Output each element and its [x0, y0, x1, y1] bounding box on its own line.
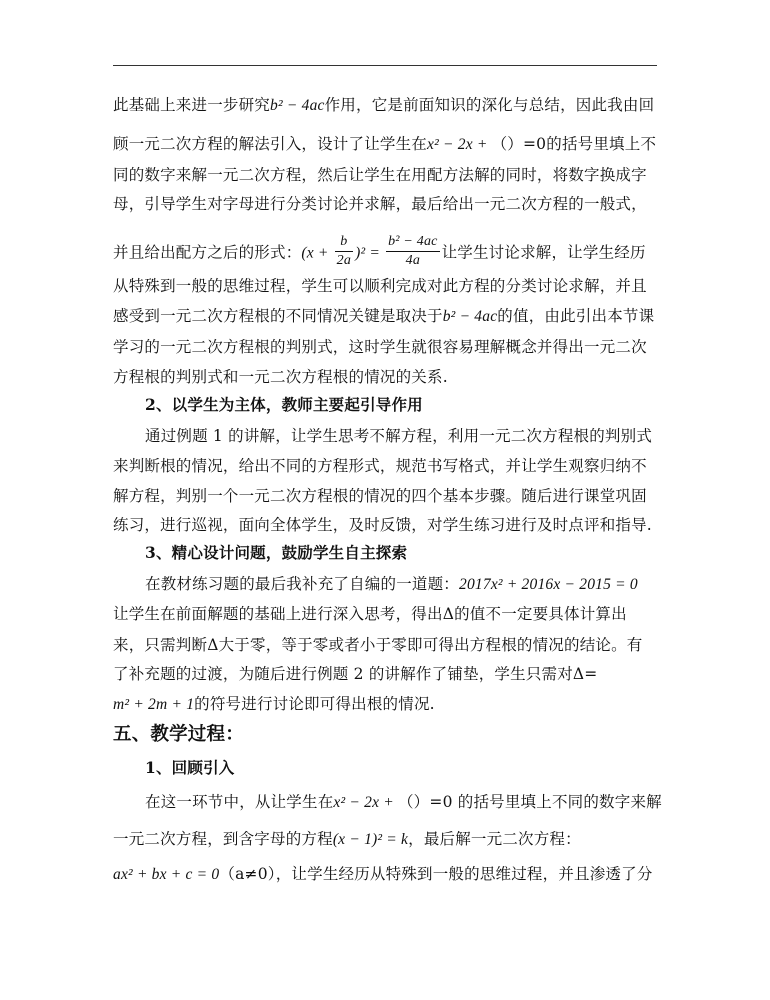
section-heading: 1、回顾引入 [145, 758, 235, 777]
text-line: 解方程，判别一个一元二次方程根的情况的四个基本步骤。随后进行课堂巩固 [113, 487, 647, 505]
text-line: 通过例题 1 的讲解，让学生思考不解方程，利用一元二次方程根的判别式 [145, 427, 653, 445]
text-line: m² + 2m + 1的符号进行讨论即可得出根的情况. [113, 695, 435, 713]
header-rule [113, 65, 657, 66]
text-line: 让学生在前面解题的基础上进行深入思考，得出Δ的值不一定要具体计算出 [113, 605, 627, 623]
text-line: 同的数字来解一元二次方程，然后让学生在用配方法解的同时，将数字换成字 [113, 166, 647, 184]
text-line: 练习，进行巡视，面向全体学生，及时反馈，对学生练习进行及时点评和指导. [113, 516, 652, 534]
fraction-discriminant-over-4a: $\frac{\text{b² − 4ac}}{4a}$ [388, 234, 438, 268]
formula-line: 并且给出配方之后的形式：(x + $\frac{b}{2a}$ )² = $\frac{\text{b² − 4ac}}{4a}$ 让学生讨论求解，让学生经历 [113, 234, 646, 268]
text-line: 此基础上来进一步研究b² − 4ac作用，它是前面知识的深化与总结，因此我由回 [113, 96, 655, 114]
chapter-heading: 五、教学过程： [113, 724, 244, 745]
text-line: 从特殊到一般的思维过程，学生可以顺利完成对此方程的分类讨论求解，并且 [113, 277, 647, 295]
section-heading: 2、以学生为主体，教师主要起引导作用 [145, 395, 423, 414]
text-line: 母，引导学生对字母进行分类讨论并求解，最后给出一元二次方程的一般式， [113, 195, 647, 213]
section-heading: 3、精心设计问题，鼓励学生自主探索 [145, 543, 408, 562]
text-line: 一元二次方程，到含字母的方程(x − 1)² = k，最后解一元二次方程： [113, 830, 581, 848]
text-line: 了补充题的过渡，为随后进行例题 2 的讲解作了铺垫，学生只需对Δ= [113, 665, 598, 683]
text-line: 在教材练习题的最后我补充了自编的一道题：2017x² + 2016x − 2015 = 0 [145, 575, 638, 593]
fraction-b-over-2a: $\frac{b}{2a}$ [336, 234, 352, 268]
text-line: ax² + bx + c = 0（a≠0），让学生经历从特殊到一般的思维过程，并且渗透了分 [113, 865, 653, 883]
text-line: 顾一元二次方程的解法引入，设计了让学生在x² − 2x + （）=0的括号里填上不 [113, 135, 657, 153]
text-line: 学习的一元二次方程根的判别式，这时学生就很容易理解概念并得出一元二次 [113, 338, 647, 356]
text-line: 来，只需判断Δ大于零，等于零或者小于零即可得出方程根的情况的结论。有 [113, 636, 643, 654]
text-line: 在这一环节中，从让学生在x² − 2x + （）=0 的括号里填上不同的数字来解 [145, 793, 662, 811]
text-line: 感受到一元二次方程根的不同情况关键是取决于b² − 4ac的值，由此引出本节课 [113, 307, 655, 325]
text-line: 方程根的判别式和一元二次方程根的情况的关系. [113, 368, 448, 386]
text-line: 来判断根的情况，给出不同的方程形式，规范书写格式，并让学生观察归纳不 [113, 457, 647, 475]
